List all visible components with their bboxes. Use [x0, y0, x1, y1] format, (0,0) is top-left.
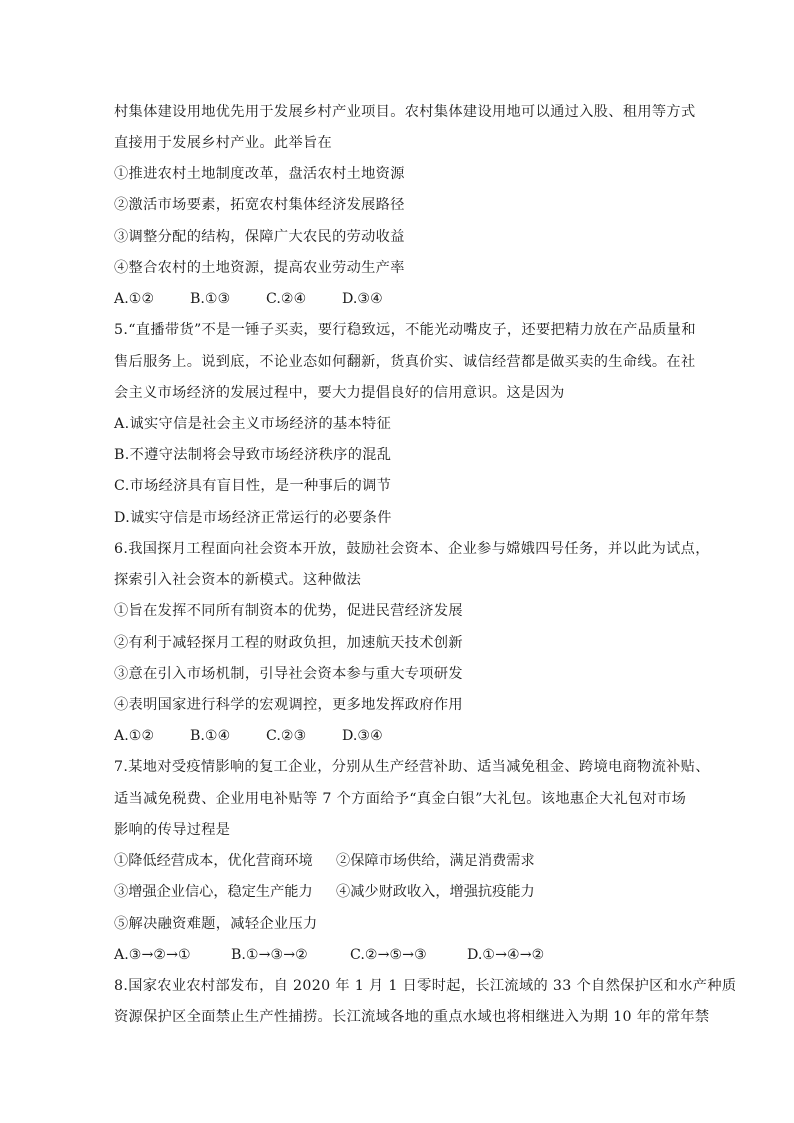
q7-stem-line-1: 7.某地对受疫情影响的复工企业，分别从生产经营补助、适当减免租金、跨境电商物流补贴、 [114, 759, 710, 775]
q8-stem-line-1: 8.国家农业农村部发布，自 2020 年 1 月 1 日零时起，长江流域的 33 个自然保护区和水产种质 [114, 978, 737, 994]
q6-choice-b: B.①④ [190, 728, 231, 744]
q4-choice-d: D.③④ [342, 291, 383, 307]
q6-stem-line-2: 探索引入社会资本的新模式。这种做法 [114, 572, 362, 588]
q7-choice-a: A.③→②→① [114, 947, 191, 963]
q7-item-2: ②保障市场供给，满足消费需求 [336, 853, 535, 869]
q4-stem-line-1: 村集体建设用地优先用于发展乡村产业项目。农村集体建设用地可以通过入股、租用等方式 [114, 104, 696, 120]
q4-item-3: ③调整分配的结构，保障广大农民的劳动收益 [114, 229, 405, 245]
q7-choice-b: B.①→③→② [231, 947, 308, 963]
q5-stem-line-3: 会主义市场经济的发展过程中，要大力提倡良好的信用意识。这是因为 [114, 385, 565, 401]
q4-stem-line-2: 直接用于发展乡村产业。此举旨在 [114, 135, 333, 151]
q6-item-4: ④表明国家进行科学的宏观调控，更多地发挥政府作用 [114, 697, 463, 713]
q4-choice-a: A.①② [114, 291, 155, 307]
q5-choice-c: C.市场经济具有盲目性，是一种事后的调节 [114, 478, 392, 494]
q4-choice-b: B.①③ [190, 291, 231, 307]
q6-stem-line-1: 6.我国探月工程面向社会资本开放，鼓励社会资本、企业参与嫦娥四号任务，并以此为试点， [114, 541, 710, 557]
q8-stem-line-2: 资源保护区全面禁止生产性捕捞。长江流域各地的重点水域也将相继进入为期 10 年的常年禁 [114, 1009, 710, 1025]
q6-item-3: ③意在引入市场机制，引导社会资本参与重大专项研发 [114, 666, 463, 682]
q7-item-1: ①降低经营成本，优化营商环境 [114, 853, 313, 869]
q4-item-1: ①推进农村土地制度改革，盘活农村土地资源 [114, 166, 405, 182]
q6-choice-c: C.②③ [266, 728, 307, 744]
q5-stem-line-2: 售后服务上。说到底，不论业态如何翻新，货真价实、诚信经营都是做买卖的生命线。在社 [114, 354, 696, 370]
q4-choice-c: C.②④ [266, 291, 307, 307]
q5-stem-line-1: 5.“直播带货”不是一锤子买卖，要行稳致远，不能光动嘴皮子，还要把精力放在产品质量和 [114, 322, 696, 338]
q6-choice-d: D.③④ [342, 728, 383, 744]
q4-item-2: ②激活市场要素，拓宽农村集体经济发展路径 [114, 197, 405, 213]
q6-item-2: ②有利于减轻探月工程的财政负担，加速航天技术创新 [114, 635, 463, 651]
q7-stem-line-2: 适当减免税费、企业用电补贴等 7 个方面给予“真金白银”大礼包。该地惠企大礼包对市场 [114, 791, 687, 807]
q6-choice-a: A.①② [114, 728, 155, 744]
q7-choice-d: D.①→④→② [467, 947, 545, 963]
q7-item-3: ③增强企业信心，稳定生产能力 [114, 884, 313, 900]
q6-item-1: ①旨在发挥不同所有制资本的优势，促进民营经济发展 [114, 603, 463, 619]
q4-item-4: ④整合农村的土地资源，提高农业劳动生产率 [114, 260, 405, 276]
q7-stem-line-3: 影响的传导过程是 [114, 822, 231, 838]
q5-choice-d: D.诚实守信是市场经济正常运行的必要条件 [114, 510, 392, 526]
q7-item-4: ④减少财政收入，增强抗疫能力 [336, 884, 535, 900]
q5-choice-b: B.不遵守法制将会导致市场经济秩序的混乱 [114, 447, 392, 463]
q7-choice-c: C.②→⑤→③ [350, 947, 427, 963]
q7-item-5: ⑤解决融资难题，减轻企业压力 [114, 916, 318, 932]
q5-choice-a: A.诚实守信是社会主义市场经济的基本特征 [114, 416, 392, 432]
